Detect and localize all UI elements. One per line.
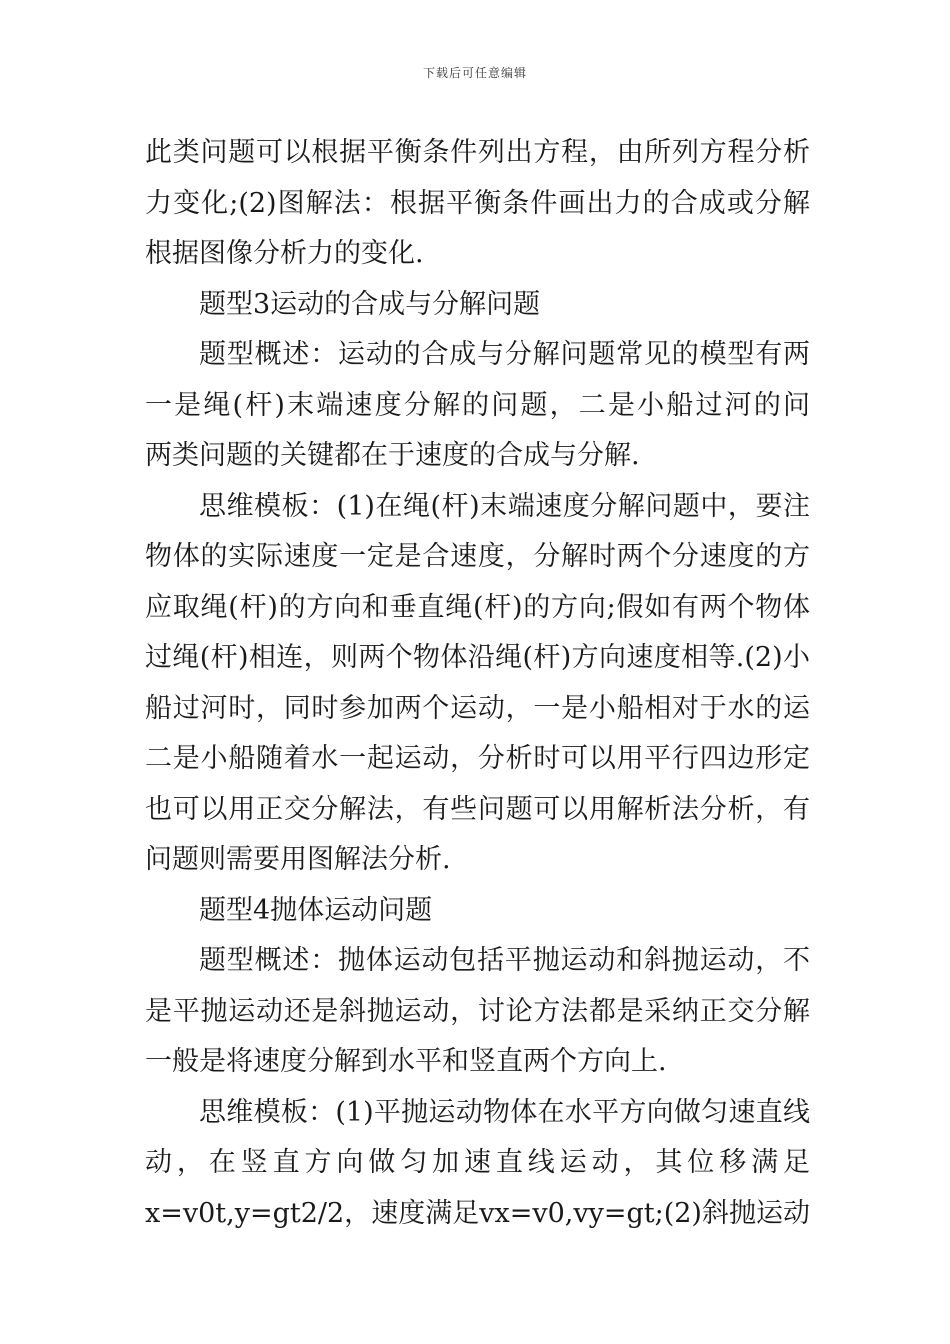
text-line: 船过河时，同时参加两个运动，一是小船相对于水的运 [145,692,810,724]
text-line: 也可以用正交分解法，有些问题可以用解析法分析，有 [145,793,810,825]
document-body [145,128,810,1239]
text-line: 过绳(杆)相连，则两个物体沿绳(杆)方向速度相等.(2)小 [145,642,810,673]
text-line: 题型概述：运动的合成与分解问题常见的模型有两 [199,339,810,370]
text-line: 物体的实际速度一定是合速度，分解时两个分速度的方 [145,541,810,572]
text-line: 一是绳(杆)末端速度分解的问题，二是小船过河的问 [145,389,810,421]
text-line: x=v0t,y=gt2/2，速度满足vx=v0,vy=gt;(2)斜抛运动 [145,1197,810,1229]
text-line: 思维模板：(1)在绳(杆)末端速度分解问题中，要注 [199,490,810,522]
text-line: 是平抛运动还是斜抛运动，讨论方法都是采纳正交分解 [145,995,810,1027]
text-line: 此类问题可以根据平衡条件列出方程，由所列方程分析 [145,137,810,168]
text-line: 一般是将速度分解到水平和竖直两个方向上. [145,1046,667,1077]
text-line: 思维模板：(1)平抛运动物体在水平方向做匀速直线 [199,1096,810,1128]
text-line: 根据图像分析力的变化. [145,238,424,269]
page-header: 下载后可任意编辑 [422,66,527,80]
section-heading: 题型4抛体运动问题 [199,894,433,926]
text-line: 问题则需要用图解法分析. [145,844,451,875]
text-line: 力变化;(2)图解法：根据平衡条件画出力的合成或分解 [145,187,810,219]
text-line: 动，在竖直方向做匀加速直线运动，其位移满足 [145,1147,810,1178]
text-line: 两类问题的关键都在于速度的合成与分解. [145,440,640,471]
text-line: 二是小船随着水一起运动，分析时可以用平行四边形定 [145,743,810,774]
text-line: 题型概述：抛体运动包括平抛运动和斜抛运动，不 [199,945,810,976]
text-line: 应取绳(杆)的方向和垂直绳(杆)的方向;假如有两个物体 [145,591,810,623]
section-heading: 题型3运动的合成与分解问题 [199,288,541,320]
